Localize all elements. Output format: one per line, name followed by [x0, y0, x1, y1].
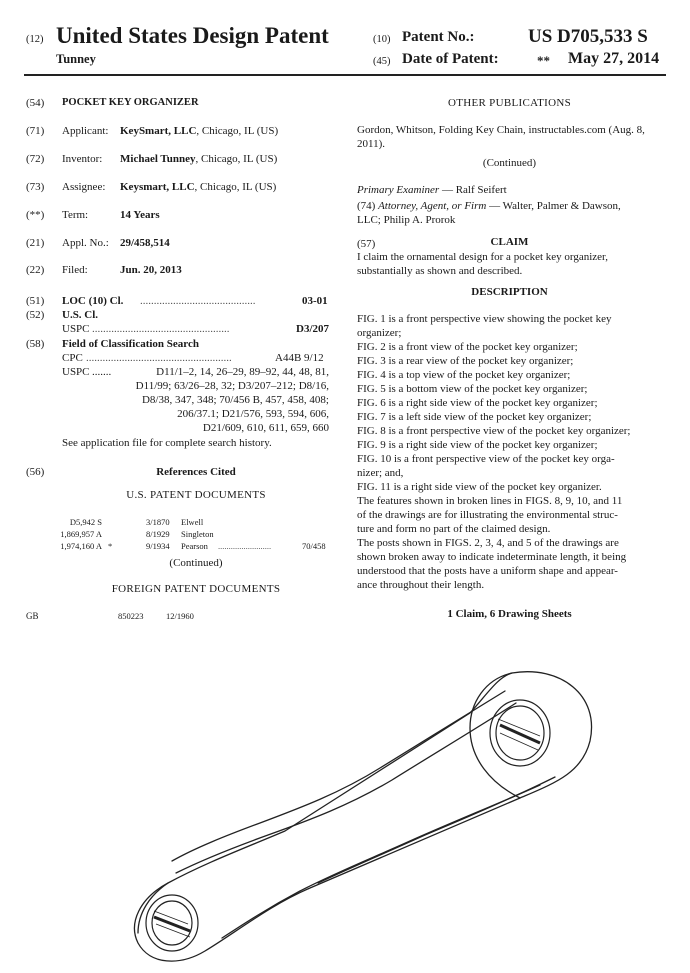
assignee-location: , Chicago, IL (US) [194, 181, 277, 193]
patent-number: US D705,533 S [528, 26, 648, 47]
description-line: FIG. 3 is a rear view of the pocket key organizer; [357, 355, 574, 367]
description-line: ture and form no part of the claimed design. [357, 523, 551, 535]
loc-value: 03-01 [302, 295, 328, 307]
date-asterisks: ** [537, 53, 550, 68]
applicant-location: , Chicago, IL (US) [196, 125, 279, 137]
foreign-country: GB [26, 611, 39, 621]
ref-leader: ......................... [218, 541, 272, 551]
other-publications-title: OTHER PUBLICATIONS [447, 97, 572, 109]
description-line: FIG. 5 is a bottom view of the pocket key organizer; [357, 383, 588, 395]
attorney [357, 200, 621, 212]
uspc-search-line: 206/37.1; D21/576, 593, 594, 606, [177, 408, 329, 420]
uspc-search-line: D11/99; 63/26–28, 32; D3/207–212; D8/16, [135, 380, 329, 392]
patent-date: May 27, 2014 [568, 50, 660, 67]
assignee-label: Assignee: [62, 181, 106, 193]
uspc-leader: .................................................. [92, 323, 230, 335]
description-line: FIG. 1 is a front perspective view showing the pocket key [357, 313, 612, 325]
description-line: organizer; [357, 327, 402, 339]
attorney-label: Attorney, Agent, or Firm [378, 200, 487, 212]
screw-right [490, 700, 550, 766]
organizer-end-left [138, 883, 168, 933]
publication-line: Gordon, Whitson, Folding Key Chain, instructables.com (Aug. 8, [357, 124, 645, 136]
field-of-search-title: Field of Classification Search [62, 338, 199, 350]
key-organizer-drawing [0, 633, 690, 973]
code-72: (72) [26, 153, 45, 165]
cpc-value: A44B 9/12 [275, 352, 324, 364]
primary-examiner [357, 184, 507, 196]
us-cl-label: U.S. Cl. [62, 309, 99, 321]
applicant-value [120, 125, 278, 137]
ref-date: 9/1934 [146, 541, 170, 551]
organizer-plate-edge [172, 691, 505, 861]
inventor-location: , Chicago, IL (US) [195, 153, 278, 165]
ref-number: 1,974,160 A [60, 541, 102, 551]
loc-label: LOC (10) Cl. [62, 295, 124, 307]
code-45: (45) [373, 56, 391, 67]
ref-date: 3/1870 [146, 517, 170, 527]
publication-line: 2011). [357, 138, 386, 150]
uspc-search-line: D11/1–2, 14, 26–29, 89–92, 44, 48, 81, [156, 366, 329, 378]
uspc-search-leader: ....... [92, 366, 112, 378]
attorney-name-cont: LLC; Philip A. Prorok [357, 214, 456, 226]
organizer-plate-edge [222, 785, 540, 938]
code-71: (71) [26, 125, 45, 137]
uspc-value: D3/207 [296, 323, 329, 335]
claim-title: CLAIM [490, 236, 529, 248]
inventor-short: Tunney [56, 52, 96, 66]
claims-and-sheets: 1 Claim, 6 Drawing Sheets [447, 608, 572, 620]
ref-flag: * [108, 541, 113, 551]
description-line: The features shown in broken lines in FIGS. 8, 9, 10, and 11 [357, 495, 623, 507]
screw-left [146, 895, 198, 951]
organizer-plate-edge [318, 777, 555, 883]
filed-value: Jun. 20, 2013 [120, 264, 182, 276]
description-line: FIG. 4 is a top view of the pocket key organizer; [357, 369, 571, 381]
inventor-value [120, 153, 277, 165]
cpc-label: CPC [62, 352, 83, 364]
foreign-number: 850223 [118, 611, 144, 621]
uspc-search-line: D8/38, 347, 348; 70/456 B, 457, 458, 408; [141, 394, 329, 406]
ref-name: Elwell [181, 517, 204, 527]
ref-number: D5,942 S [69, 517, 102, 527]
patent-no-label: Patent No.: [402, 29, 475, 45]
primary-examiner-label: Primary Examiner [357, 184, 440, 196]
code-21: (21) [26, 237, 45, 249]
code-54: (54) [26, 97, 45, 109]
term-label: Term: [62, 209, 89, 221]
claim-text: substantially as shown and described. [357, 265, 523, 277]
organizer-end-right [470, 673, 520, 798]
code-51: (51) [26, 295, 45, 307]
description-line: FIG. 10 is a front perspective view of the pocket key orga- [357, 453, 615, 465]
header-rule [24, 74, 666, 76]
inventor-name: Michael Tunney [120, 153, 196, 165]
description-line: FIG. 9 is a right side view of the pocket key organizer; [357, 439, 598, 451]
search-history-note: See application file for complete search history. [62, 437, 272, 449]
ref-class: 70/458 [302, 541, 326, 551]
code-12: (12) [26, 34, 44, 45]
code-52: (52) [26, 309, 45, 321]
code-10: (10) [373, 34, 391, 45]
applicant-label: Applicant: [62, 125, 109, 137]
claim-text: I claim the ornamental design for a pocket key organizer, [357, 251, 609, 263]
description-line: shown broken away to indicate indeterminate length, it being [357, 551, 627, 563]
us-patent-docs-title: U.S. PATENT DOCUMENTS [126, 489, 266, 501]
code-74: (74) [357, 200, 376, 212]
description-line: of the drawings are for illustrating the environmental struc- [357, 509, 618, 521]
code-57: (57) [357, 238, 376, 250]
description-line: FIG. 8 is a front perspective view of the pocket key organizer; [357, 425, 631, 437]
uspc-search-line: D21/609, 610, 611, 659, 660 [202, 422, 329, 434]
code-22: (22) [26, 264, 45, 276]
uspc-search-label: USPC [62, 366, 90, 378]
code-term: (**) [26, 209, 45, 221]
code-73: (73) [26, 181, 45, 193]
loc-leader: .......................................... [140, 295, 256, 307]
description-line: nizer; and, [357, 467, 404, 479]
appl-no-label: Appl. No.: [62, 237, 109, 249]
appl-no-value: 29/458,514 [120, 237, 170, 249]
description-line: FIG. 7 is a left side view of the pocket key organizer; [357, 411, 592, 423]
ref-name: Pearson [181, 541, 208, 551]
publications-continued: (Continued) [482, 157, 537, 169]
description-line: FIG. 6 is a right side view of the pocket key organizer; [357, 397, 598, 409]
organizer-plate-outline [135, 672, 592, 961]
organizer-plate-edge [176, 703, 516, 873]
document-type: United States Design Patent [56, 23, 329, 48]
foreign-date: 12/1960 [166, 611, 194, 621]
code-58: (58) [26, 338, 45, 350]
inventor-label: Inventor: [62, 153, 103, 165]
attorney-name: — Walter, Palmer & Dawson, [486, 200, 621, 212]
code-56: (56) [26, 466, 45, 478]
description-title: DESCRIPTION [471, 286, 548, 298]
primary-examiner-name: — Ralf Seifert [439, 184, 507, 196]
uspc-label: USPC [62, 323, 90, 335]
ref-date: 8/1929 [146, 529, 170, 539]
term-value: 14 Years [120, 209, 160, 221]
applicant-name: KeySmart, LLC [120, 125, 197, 137]
description-line: FIG. 11 is a right side view of the pocket key organizer. [357, 481, 602, 493]
patent-title: POCKET KEY ORGANIZER [62, 97, 199, 108]
description-line: understood that the posts have a uniform shape and appear- [357, 565, 618, 577]
cpc-leader: ..................................................... [86, 352, 232, 364]
assignee-name: Keysmart, LLC [120, 181, 195, 193]
date-of-patent-label: Date of Patent: [402, 51, 499, 67]
references-cited-title: References Cited [156, 466, 236, 478]
foreign-patent-docs-title: FOREIGN PATENT DOCUMENTS [111, 583, 281, 595]
description-line: The posts shown in FIGS. 2, 3, 4, and 5 of the drawings are [357, 537, 619, 549]
ref-name: Singleton [181, 529, 214, 539]
ref-number: 1,869,957 A [60, 529, 102, 539]
refs-continued: (Continued) [169, 557, 223, 569]
assignee-value [120, 181, 276, 193]
description-line: ance throughout their length. [357, 579, 485, 591]
filed-label: Filed: [62, 264, 88, 276]
description-line: FIG. 2 is a front view of the pocket key organizer; [357, 341, 578, 353]
